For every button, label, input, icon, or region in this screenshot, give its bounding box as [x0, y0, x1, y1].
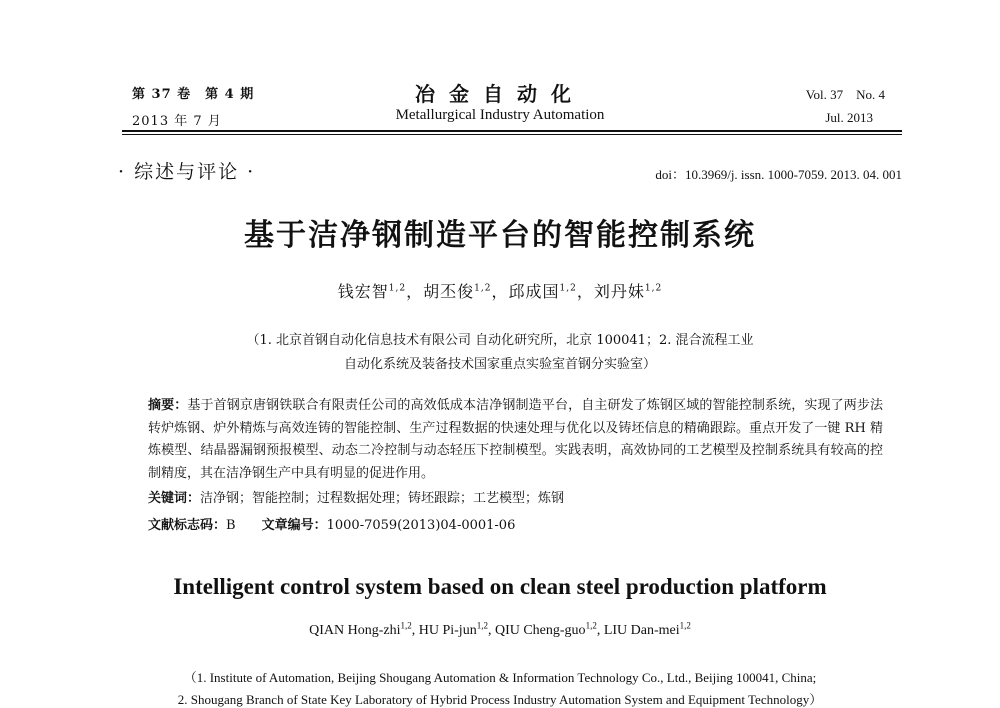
author-sup: 1,2: [559, 283, 577, 294]
affiliation-cn-line-1: （1. 北京首钢自动化信息技术有限公司 自动化研究所，北京 100041；2. 混合流程工业: [246, 333, 754, 348]
author-sup: 1,2: [400, 620, 412, 631]
affiliation-en-line-2: 2. Shougang Branch of State Key Laboratory of Hybrid Process Industry Automation System and Equipment Technology）: [177, 692, 823, 707]
author-sup: 1,2: [679, 620, 691, 631]
doi: doi：10.3969/j. issn. 1000-7059. 2013. 04. 001: [655, 167, 902, 182]
article-title-en: Intelligent control system based on clean steel production platform: [173, 574, 827, 599]
classification-value: B: [226, 518, 236, 533]
author-en: LIU Dan-mei: [603, 623, 680, 638]
article-no-label: 文章编号：: [261, 518, 327, 533]
affiliation-cn-line-2: 自动化系统及装备技术国家重点实验室首钢分实验室）: [343, 357, 656, 372]
authors-en: QIAN Hong-zhi$^{1,2}$, HU Pi-jun$^{1,2}$, QIU Cheng-guo$^{1,2}$, LIU Dan-mei$^{1,2}$: [309, 620, 691, 638]
classification-line: [148, 514, 515, 533]
journal-name-en: Metallurgical Industry Automation: [395, 107, 605, 123]
header-rule-thick: [122, 130, 902, 132]
volume-issue-cn: 第 37 卷 第 4 期: [132, 87, 255, 102]
author-en: QIU Cheng-guo: [494, 623, 586, 638]
author-cn: 邱成国: [508, 282, 560, 301]
author-cn: 钱宏智: [337, 282, 389, 301]
abstract-cn: [148, 395, 883, 485]
author-sup: 1,2: [388, 283, 407, 294]
keywords-label: 关键词：: [148, 491, 201, 506]
author-cn: 刘丹妹: [593, 282, 645, 301]
journal-name-cn: 冶金自动化: [415, 82, 585, 106]
article-title-cn: 基于洁净钢制造平台的智能控制系统: [244, 218, 756, 253]
article-no-value: 1000-7059(2013)04-0001-06: [326, 518, 516, 533]
author-sup: 1,2: [476, 620, 488, 631]
abstract-label: 摘要：: [148, 398, 188, 413]
header-rule-thin: [122, 134, 902, 135]
affiliation-en-line-1: （1. Institute of Automation, Beijing Shougang Automation & Information Technology Co., Ltd., Beijing 100041, China;: [183, 670, 817, 685]
keywords-cn: [148, 487, 564, 506]
authors-cn: 钱宏智$^{1,2}$，胡丕俊$^{1,2}$，邱成国$^{1,2}$，刘丹妹$^{1,2}$: [337, 282, 663, 301]
volume-issue-en: Vol. 37 No. 4: [805, 87, 885, 102]
author-sup: 1,2: [585, 620, 597, 631]
keywords-text: 洁净钢；智能控制；过程数据处理；铸坯跟踪；工艺模型；炼钢: [200, 491, 565, 506]
abstract-text: 基于首钢京唐钢铁联合有限责任公司的高效低成本洁净钢制造平台，自主研发了炼钢区域的智能控制系统，实现了两步法转炉炼钢、炉外精炼与高效连铸的智能控制、生产过程数据的快速处理与优化以及铸坯信息的精确跟踪。重点开发了一键 RH 精炼模型、结晶器漏钢预报模型、动态二冷控制与动态轻压下控制模型。实践表明，高效协同的工艺模型及控制系统具有较高的控制精度，其在洁净钢生产中具有明显的促进作用。: [148, 398, 883, 481]
author-sup: 1,2: [474, 283, 492, 294]
author-cn: 胡丕俊: [423, 282, 475, 301]
author-sup: 1,2: [644, 283, 663, 294]
date-cn: 2013 年 7 月: [132, 114, 222, 129]
date-en: Jul. 2013: [825, 110, 873, 125]
section-label: · 综述与评论 ·: [118, 161, 256, 183]
author-en: HU Pi-jun: [418, 623, 477, 638]
classification-label: 文献标志码：: [148, 518, 227, 533]
author-en: QIAN Hong-zhi: [309, 623, 401, 638]
